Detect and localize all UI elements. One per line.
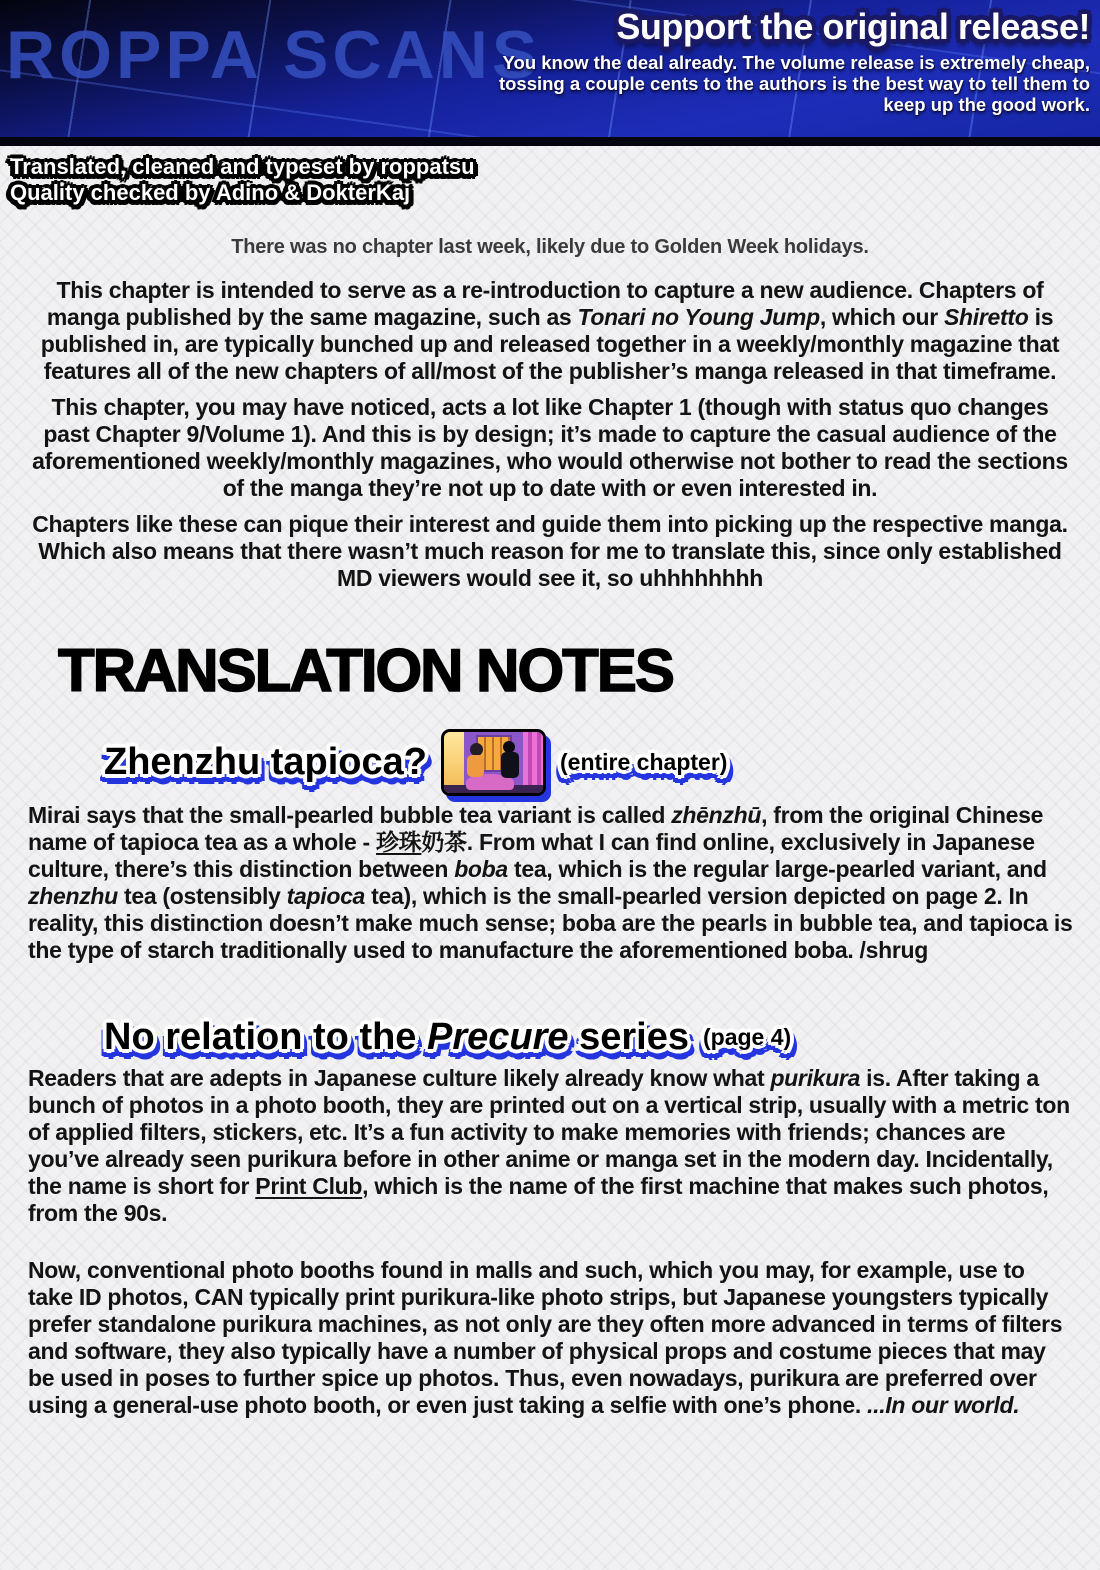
credits-block	[10, 154, 1100, 206]
translation-notes-title: TRANSLATION NOTES	[58, 637, 673, 704]
intro-paragraph-3: Chapters like these can pique their interest and guide them into picking up the respective manga. Which also means that there wasn’t much reason for me to translate this, since only established MD viewers would see it, so uhhhhhhhh	[32, 511, 1068, 591]
note1-paragraph: Mirai says that the small-pearled bubble tea variant is called zhēnzhū, from the original Chinese name of tapioca tea as a whole - 珍珠奶茶. From what I can find online, exclusively in Japanese culture, there’s this distinction between boba tea, which is the regular large-pearled variant, and zhenzhu tea (ostensibly tapioca tea), which is the small-pearled version depicted on page 2. In reality, this distinction doesn’t make much sense; boba are the pearls in bubble tea, and tapioca is the type of starch traditionally used to manufacture the aforementioned boba. /shrug	[28, 802, 1073, 963]
note2-paragraph-1: Readers that are adepts in Japanese culture likely already know what purikura is. After taking a bunch of photos in a photo booth, they are printed out on a vertical strip, usually with a metric ton of applied filters, stickers, etc. It’s a fun activity to make memories with friends; chances are you’ve already seen purikura before in other anime or manga set in the modern day. Incidentally, the name is short for Print Club, which is the name of the first machine that makes such photos, from the 90s.	[28, 1065, 1070, 1226]
thumb-right-figure-body	[501, 752, 519, 778]
support-subtitle-line: You know the deal already. The volume release is extremely cheap,	[502, 52, 1090, 73]
intro-paragraph-2: This chapter, you may have noticed, acts a lot like Chapter 1 (though with status quo changes past Chapter 9/Volume 1). And this is by design; it’s made to capture the casual audience of the aforementioned weekly/monthly magazines, who would otherwise not bother to read the sections of the manga they’re not up to date with or even interested in.	[32, 394, 1068, 501]
roppa-scans-watermark: ROPPA SCANS	[6, 17, 542, 93]
support-subtitle	[430, 52, 1090, 115]
note1-heading-row	[104, 729, 1100, 796]
thumb-left-figure-body	[467, 755, 484, 777]
thumb-pink-curtain	[523, 732, 543, 793]
support-title: Support the original release!	[616, 6, 1090, 47]
note1-scope-tag: (entire chapter)	[560, 749, 728, 775]
schedule-notice: There was no chapter last week, likely due to Golden Week holidays.	[231, 236, 869, 258]
note2-page-tag: (page 4)	[703, 1024, 792, 1050]
note2-title: No relation to the Precure series	[104, 1016, 689, 1058]
banner-header	[0, 0, 1100, 146]
intro-section	[0, 277, 1100, 592]
support-subtitle-line: tossing a couple cents to the authors is the best way to tell them to	[498, 73, 1090, 94]
thumb-window-light	[444, 732, 464, 793]
support-subtitle-line: keep up the good work.	[883, 94, 1090, 115]
note1-title: Zhenzhu tapioca?	[104, 741, 427, 783]
note2-paragraph-2: Now, conventional photo booths found in malls and such, which you may, for example, use to take ID photos, CAN typically print purikura-like photo strips, but Japanese youngsters typically prefer standalone purikura machines, as not only are they often more advanced in terms of filters and software, they also typically have a number of physical props and costume pieces that may be used in poses to further spice up photos. Thus, even nowadays, purikura are preferred over using a general-use photo booth, or even just taking a selfie with one’s phone. ...In our world.	[28, 1257, 1063, 1418]
credits-translator-line: Translated, cleaned and typeset by roppatsu	[10, 154, 475, 179]
intro-paragraph-1: This chapter is intended to serve as a re-introduction to capture a new audience. Chapters of manga published by the same magazine, such as Tonari no Young Jump, which our Shiretto is published in, are typically bunched up and released together in a weekly/monthly magazine that features all of the new chapters of all/most of the publisher’s manga released in that timeframe.	[40, 277, 1060, 384]
credits-qc-line: Quality checked by Adino & DokterKaj	[10, 180, 411, 205]
cafe-scene-thumbnail-image	[441, 729, 546, 796]
note2-heading-row	[104, 1016, 1100, 1059]
